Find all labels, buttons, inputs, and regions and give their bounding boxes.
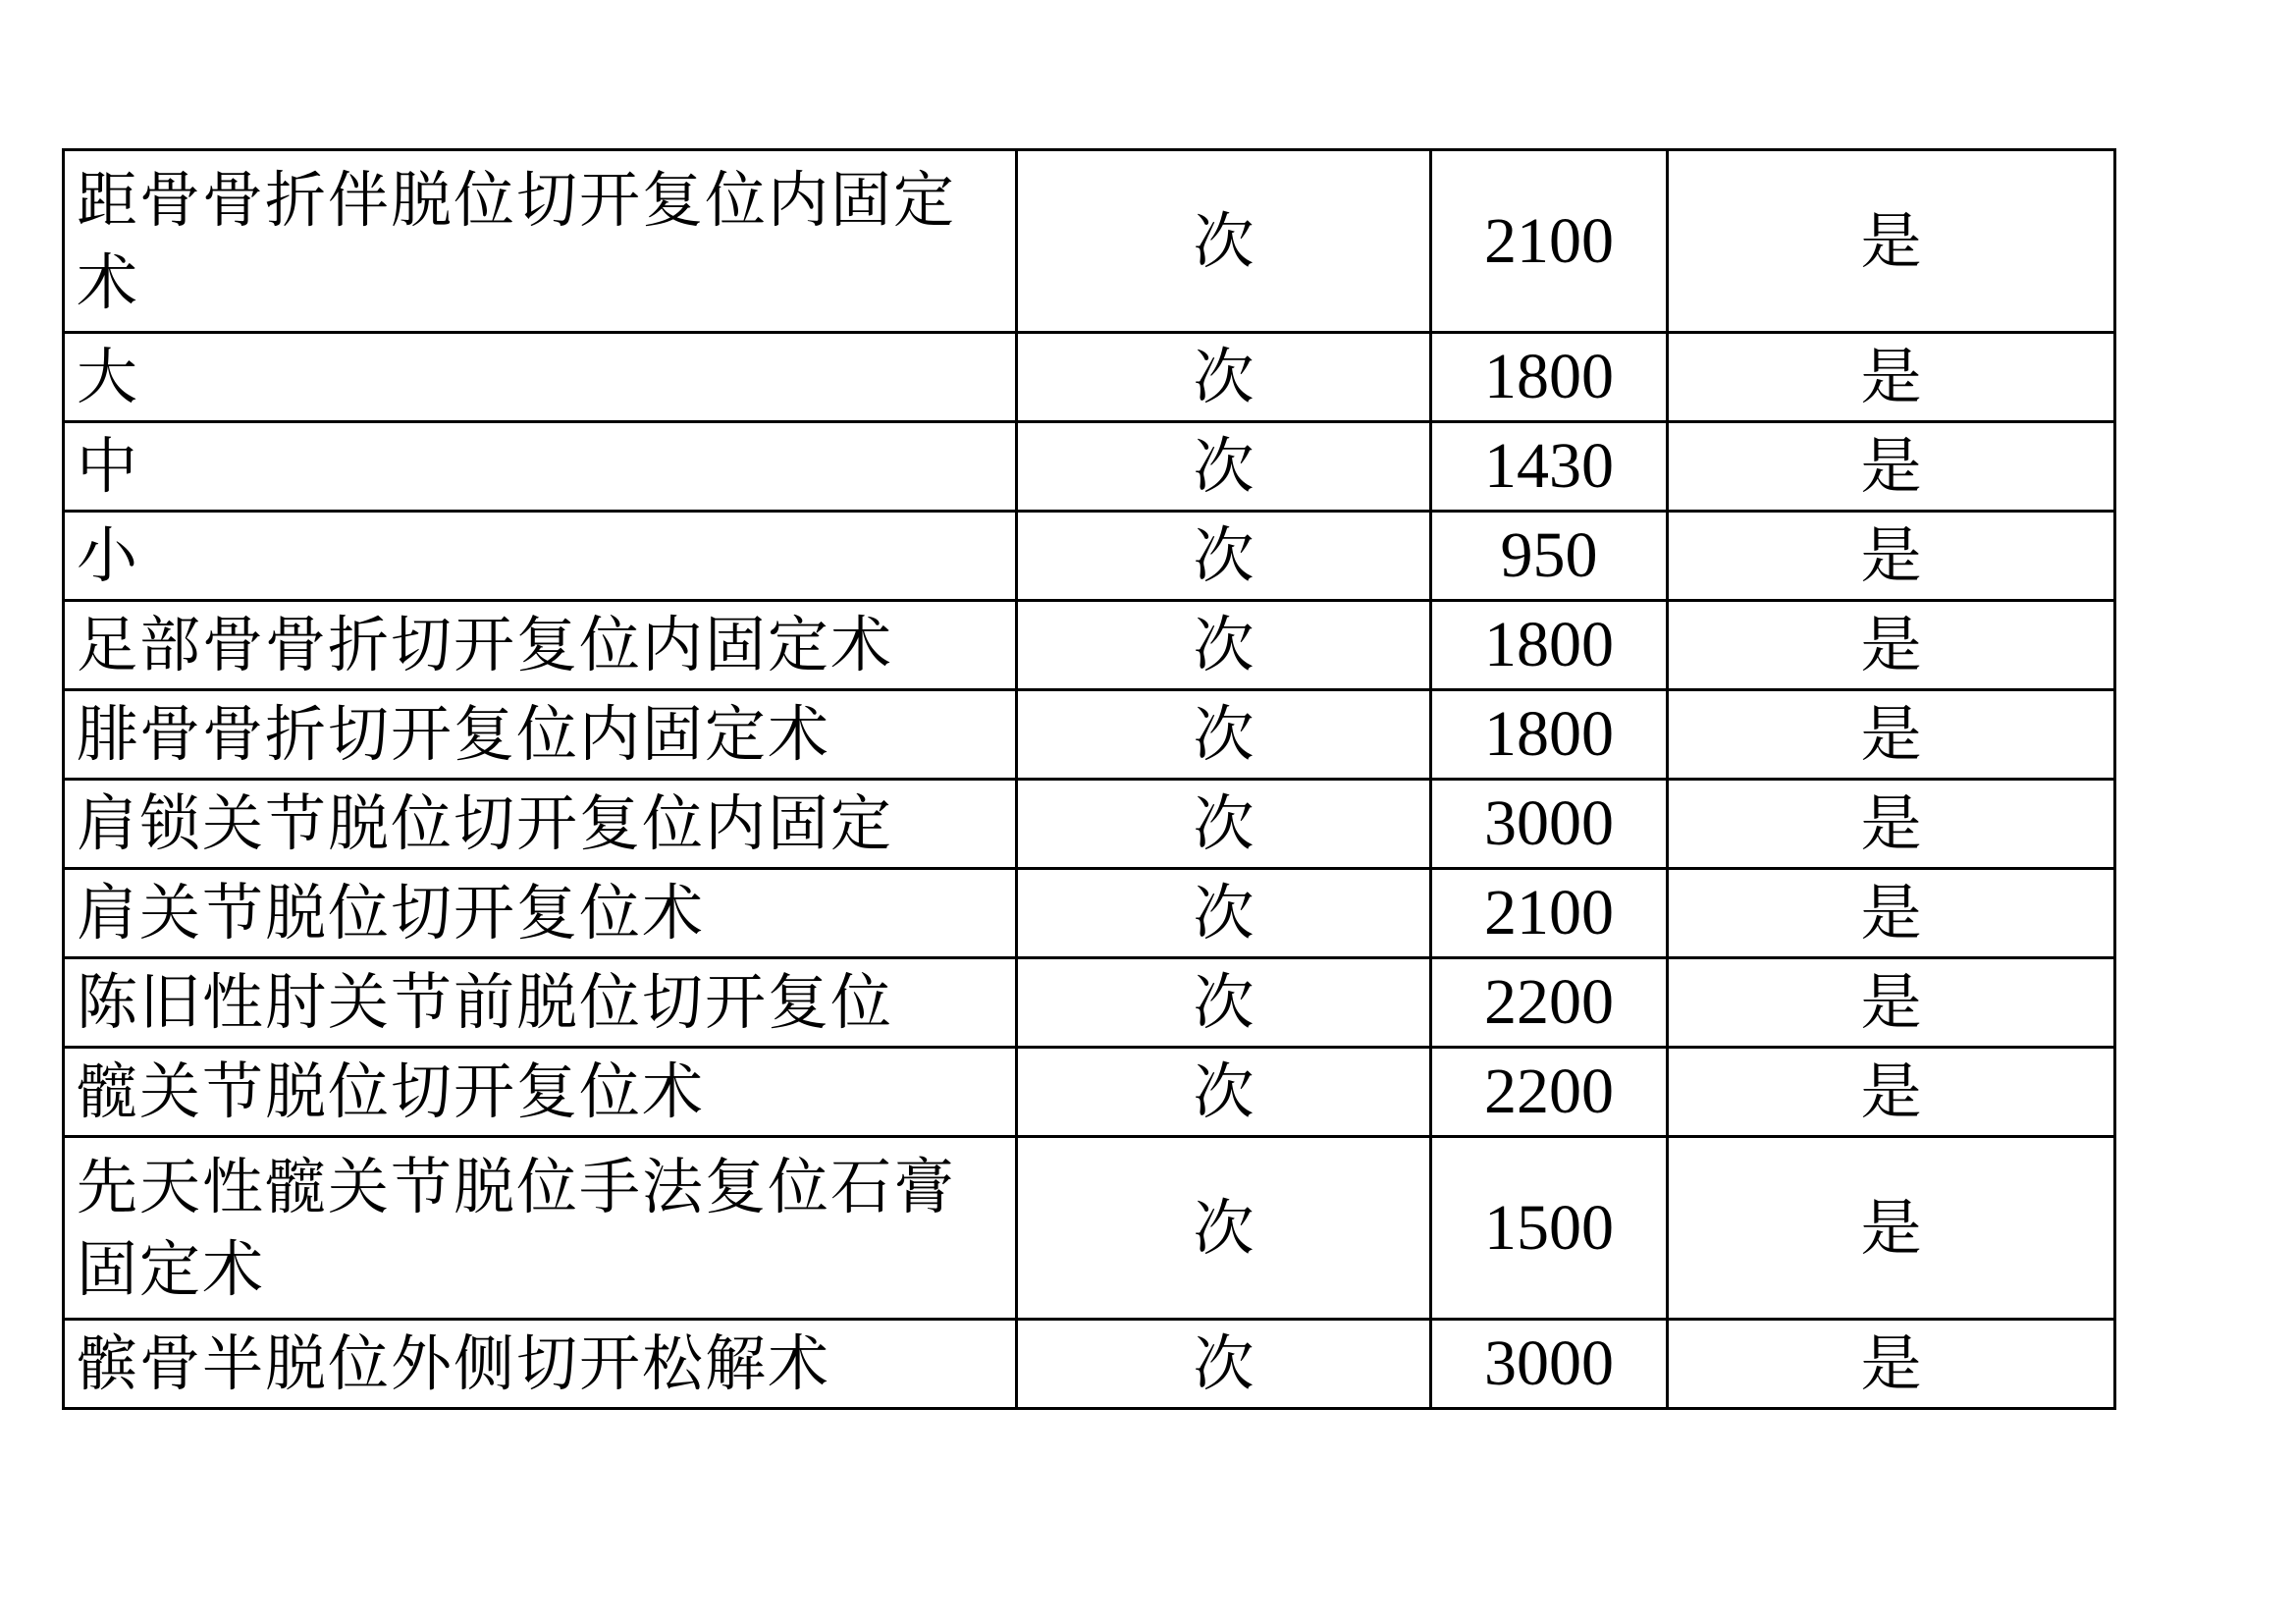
unit-cell: 次 bbox=[1017, 1137, 1431, 1320]
procedure-name-cell: 中 bbox=[64, 422, 1017, 512]
procedure-name-cell: 髌骨半脱位外侧切开松解术 bbox=[64, 1320, 1017, 1409]
flag-cell: 是 bbox=[1668, 1320, 2115, 1409]
price-cell: 1800 bbox=[1431, 690, 1668, 780]
procedure-name-cell: 先天性髋关节脱位手法复位石膏固定术 bbox=[64, 1137, 1017, 1320]
table-row bbox=[64, 958, 2115, 1048]
price-cell: 3000 bbox=[1431, 780, 1668, 869]
unit-cell: 次 bbox=[1017, 512, 1431, 601]
unit-cell: 次 bbox=[1017, 690, 1431, 780]
price-cell: 2100 bbox=[1431, 150, 1668, 333]
fee-table bbox=[62, 148, 2116, 1410]
price-cell: 1430 bbox=[1431, 422, 1668, 512]
procedure-name-cell: 腓骨骨折切开复位内固定术 bbox=[64, 690, 1017, 780]
unit-cell: 次 bbox=[1017, 333, 1431, 422]
table-row bbox=[64, 1137, 2115, 1320]
flag-cell: 是 bbox=[1668, 512, 2115, 601]
price-cell: 2100 bbox=[1431, 869, 1668, 958]
procedure-name-cell: 肩锁关节脱位切开复位内固定 bbox=[64, 780, 1017, 869]
table-row bbox=[64, 333, 2115, 422]
unit-cell: 次 bbox=[1017, 422, 1431, 512]
flag-cell: 是 bbox=[1668, 780, 2115, 869]
flag-cell: 是 bbox=[1668, 150, 2115, 333]
procedure-name-cell: 大 bbox=[64, 333, 1017, 422]
flag-cell: 是 bbox=[1668, 601, 2115, 690]
price-cell: 2200 bbox=[1431, 958, 1668, 1048]
flag-cell: 是 bbox=[1668, 869, 2115, 958]
procedure-name-cell: 足部骨骨折切开复位内固定术 bbox=[64, 601, 1017, 690]
procedure-name-cell: 距骨骨折伴脱位切开复位内固定术 bbox=[64, 150, 1017, 333]
unit-cell: 次 bbox=[1017, 601, 1431, 690]
unit-cell: 次 bbox=[1017, 958, 1431, 1048]
price-cell: 1500 bbox=[1431, 1137, 1668, 1320]
table-row bbox=[64, 869, 2115, 958]
flag-cell: 是 bbox=[1668, 1137, 2115, 1320]
procedure-name-cell: 髋关节脱位切开复位术 bbox=[64, 1048, 1017, 1137]
table-row bbox=[64, 1320, 2115, 1409]
price-cell: 950 bbox=[1431, 512, 1668, 601]
table-row bbox=[64, 780, 2115, 869]
price-cell: 1800 bbox=[1431, 333, 1668, 422]
unit-cell: 次 bbox=[1017, 1320, 1431, 1409]
table-row bbox=[64, 690, 2115, 780]
price-cell: 3000 bbox=[1431, 1320, 1668, 1409]
flag-cell: 是 bbox=[1668, 690, 2115, 780]
table-row bbox=[64, 512, 2115, 601]
table-row bbox=[64, 422, 2115, 512]
flag-cell: 是 bbox=[1668, 1048, 2115, 1137]
table-row bbox=[64, 1048, 2115, 1137]
flag-cell: 是 bbox=[1668, 333, 2115, 422]
procedure-name-cell: 小 bbox=[64, 512, 1017, 601]
flag-cell: 是 bbox=[1668, 422, 2115, 512]
unit-cell: 次 bbox=[1017, 780, 1431, 869]
procedure-name-cell: 陈旧性肘关节前脱位切开复位 bbox=[64, 958, 1017, 1048]
price-cell: 2200 bbox=[1431, 1048, 1668, 1137]
unit-cell: 次 bbox=[1017, 150, 1431, 333]
unit-cell: 次 bbox=[1017, 869, 1431, 958]
unit-cell: 次 bbox=[1017, 1048, 1431, 1137]
flag-cell: 是 bbox=[1668, 958, 2115, 1048]
procedure-name-cell: 肩关节脱位切开复位术 bbox=[64, 869, 1017, 958]
table-row bbox=[64, 150, 2115, 333]
table-row bbox=[64, 601, 2115, 690]
price-cell: 1800 bbox=[1431, 601, 1668, 690]
